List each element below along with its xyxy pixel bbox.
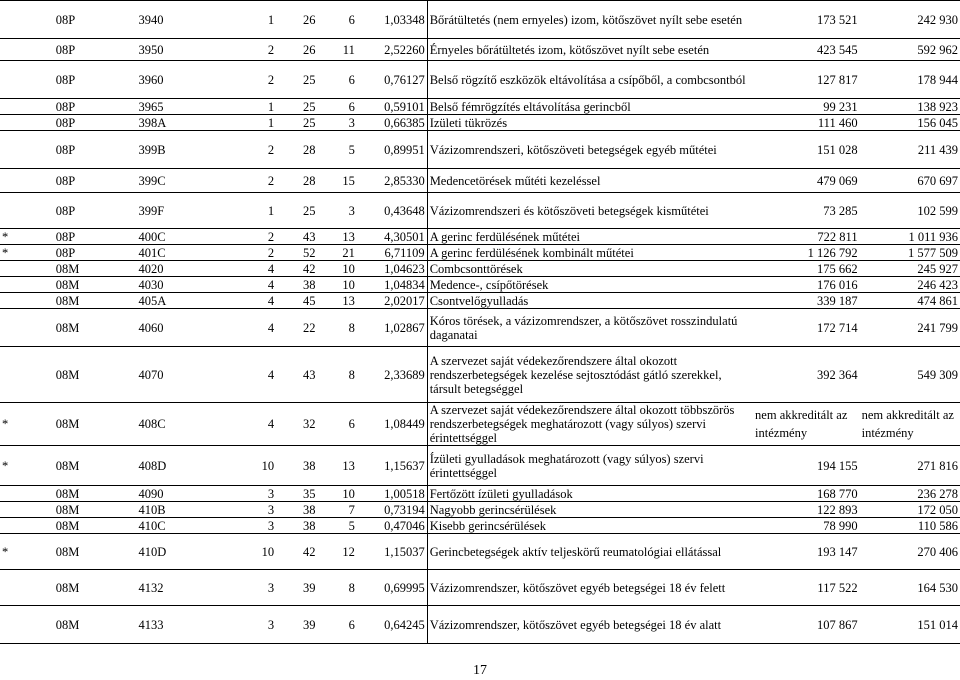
cell-mark xyxy=(0,115,54,131)
cell-group: 08P xyxy=(55,42,76,57)
cell-c2: 45 xyxy=(303,293,316,308)
cell-name: A gerinc ferdülésének műtétei xyxy=(427,229,753,245)
cell-code: 399C xyxy=(138,173,166,188)
cell-cost: 175 662 xyxy=(816,261,858,276)
cell-c3: 10 xyxy=(342,486,355,501)
table-row xyxy=(0,347,960,403)
cell-cost: 423 545 xyxy=(816,42,858,57)
cell-group: 08M xyxy=(55,261,80,276)
cell-code: 4090 xyxy=(138,486,164,501)
cell-c2: 38 xyxy=(303,502,316,517)
cell-cost: 151 028 xyxy=(816,142,858,157)
cell-mark xyxy=(0,293,54,309)
cell-weight: 2,33689 xyxy=(384,367,425,382)
cell-weight: 0,69995 xyxy=(384,580,425,595)
cell-group: 08P xyxy=(55,72,76,87)
cell-total: 271 816 xyxy=(917,458,958,473)
cell-mark: * xyxy=(2,458,9,473)
cell-c3: 13 xyxy=(342,293,355,308)
cell-code: 399F xyxy=(138,203,165,218)
cell-c2: 38 xyxy=(303,518,316,533)
cell-group: 08P xyxy=(55,245,76,260)
cell-name: A szervezet saját védekezőrendszere által okozott többszörös rendszerbetegségek meghatározott (vagy súlyos) szervi érintettséggel xyxy=(427,403,753,446)
cell-code: 4060 xyxy=(138,320,164,335)
cell-c2: 26 xyxy=(303,42,316,57)
cell-cost: 73 285 xyxy=(823,203,858,218)
cell-group: 08M xyxy=(55,486,80,501)
cell-group: 08M xyxy=(55,458,80,473)
cell-weight: 1,02867 xyxy=(384,320,425,335)
cell-c3: 6 xyxy=(348,417,355,431)
cell-weight: 4,30501 xyxy=(384,229,425,244)
cell-code: 410C xyxy=(138,518,166,533)
cell-mark xyxy=(0,502,54,518)
table-row xyxy=(0,1,960,39)
cell-group: 08M xyxy=(55,320,80,335)
cell-c3: 10 xyxy=(342,277,355,292)
cell-total: 236 278 xyxy=(917,486,958,501)
table-row xyxy=(0,245,960,261)
cell-total: 151 014 xyxy=(917,617,958,632)
cell-c2: 42 xyxy=(303,261,316,276)
cell-name: Izületi tükrözés xyxy=(427,115,753,131)
cell-c1: 3 xyxy=(267,502,275,517)
cell-code: 399B xyxy=(138,142,166,157)
cell-cost: 111 460 xyxy=(817,115,858,130)
cell-c3: 8 xyxy=(348,320,355,335)
cell-name: A gerinc ferdülésének kombinált műtétei xyxy=(427,245,753,261)
cell-c2: 28 xyxy=(303,173,316,188)
cell-weight: 2,52260 xyxy=(384,42,425,57)
cell-name: Combcsonttörések xyxy=(427,261,753,277)
cell-name: Kóros törések, a vázizomrendszer, a kötőszövet rosszindulatú daganatai xyxy=(427,309,753,347)
cell-total: 156 045 xyxy=(917,115,958,130)
cell-c3: 6 xyxy=(348,12,355,27)
cell-mark xyxy=(0,518,54,534)
cell-c1: 1 xyxy=(267,115,275,130)
cell-c1: 2 xyxy=(267,229,275,244)
cell-group: 08M xyxy=(55,580,80,595)
cell-code: 408D xyxy=(138,458,167,473)
cell-weight: 2,85330 xyxy=(384,173,425,188)
cell-code: 4030 xyxy=(138,277,164,292)
cell-mark xyxy=(0,39,54,61)
cell-total: 138 923 xyxy=(917,99,958,114)
cell-total: 211 439 xyxy=(917,142,958,157)
table-row xyxy=(0,518,960,534)
cell-c3: 6 xyxy=(348,72,355,87)
cell-name: Vázizomrendszer, kötőszövet egyéb betegségei 18 év felett xyxy=(427,570,753,606)
cell-name: Vázizomrendszeri, kötőszöveti betegségek egyéb műtétei xyxy=(427,131,753,169)
cell-weight: 0,47046 xyxy=(384,518,425,533)
table-row xyxy=(0,570,960,606)
cell-c2: 25 xyxy=(303,203,316,218)
cell-cost: 339 187 xyxy=(816,293,858,308)
cell-name: Medence-, csípőtörések xyxy=(427,277,753,293)
cell-c3: 10 xyxy=(342,261,355,276)
cell-code: 3950 xyxy=(138,42,164,57)
cell-cost: 78 990 xyxy=(823,518,858,533)
cell-c2: 43 xyxy=(303,367,316,382)
cell-c2: 52 xyxy=(303,245,316,260)
cell-group: 08P xyxy=(55,115,76,130)
cell-c1: 4 xyxy=(267,320,275,335)
cell-cost: 172 714 xyxy=(816,320,858,335)
cell-name: Kisebb gerincsérülések xyxy=(427,518,753,534)
cell-group: 08P xyxy=(55,12,76,27)
cell-cost: 107 867 xyxy=(816,617,858,632)
cell-total: 670 697 xyxy=(917,173,958,188)
cell-c2: 25 xyxy=(303,72,316,87)
cell-name: Belső rögzítő eszközök eltávolítása a csípőből, a combcsontból xyxy=(427,61,753,99)
cell-code: 3965 xyxy=(138,99,164,114)
cell-cost: 173 521 xyxy=(816,12,858,27)
cell-code: 410B xyxy=(138,502,166,517)
cell-group: 08P xyxy=(55,99,76,114)
cell-total: 246 423 xyxy=(917,277,958,292)
cell-name: Belső fémrögzítés eltávolítása gerincből xyxy=(427,99,753,115)
cell-code: 4133 xyxy=(138,617,164,632)
cell-c1: 3 xyxy=(267,518,275,533)
cell-c2: 39 xyxy=(303,580,316,595)
cell-code: 400C xyxy=(138,229,166,244)
cell-mark xyxy=(0,193,54,229)
table-row xyxy=(0,277,960,293)
cell-weight: 1,15637 xyxy=(384,458,425,473)
table-row xyxy=(0,486,960,502)
cell-c3: 3 xyxy=(348,203,355,218)
cell-c1: 1 xyxy=(267,99,275,114)
cell-weight: 1,03348 xyxy=(384,12,425,27)
cell-total: 172 050 xyxy=(917,502,958,517)
cell-mark xyxy=(0,277,54,293)
cell-code: 3940 xyxy=(138,12,164,27)
cell-code: 405A xyxy=(138,293,167,308)
cell-group: 08P xyxy=(55,229,76,244)
cell-mark xyxy=(0,131,54,169)
cell-weight: 1,04623 xyxy=(384,261,425,276)
cell-c3: 5 xyxy=(348,518,355,533)
cell-c3: 13 xyxy=(342,458,355,473)
table-row xyxy=(0,502,960,518)
cell-c3: 12 xyxy=(342,544,355,559)
cell-name: Csontvelőgyulladás xyxy=(427,293,753,309)
cell-group: 08M xyxy=(55,518,80,533)
cell-name: Vázizomrendszeri és kötőszöveti betegségek kisműtétei xyxy=(427,193,753,229)
cell-c2: 22 xyxy=(303,320,316,335)
cell-mark xyxy=(0,570,54,606)
cell-weight: 1,15037 xyxy=(384,544,425,559)
cell-name: Ízületi gyulladások meghatározott (vagy súlyos) szervi érintettséggel xyxy=(427,446,753,486)
cell-c2: 35 xyxy=(303,486,316,501)
cell-c2: 38 xyxy=(303,458,316,473)
cell-mark xyxy=(0,606,54,644)
cell-total: 245 927 xyxy=(917,261,958,276)
cell-total: 1 011 936 xyxy=(908,229,958,244)
cell-cost: 479 069 xyxy=(816,173,858,188)
cell-code: 408C xyxy=(138,417,166,431)
cell-weight: 0,89951 xyxy=(384,142,425,157)
cell-cost: 99 231 xyxy=(823,99,858,114)
cell-weight: 0,66385 xyxy=(384,115,425,130)
table-row xyxy=(0,606,960,644)
cell-weight: 0,59101 xyxy=(384,99,425,114)
page-number: 17 xyxy=(473,663,487,678)
cell-mark: * xyxy=(2,417,9,431)
cell-weight: 0,73194 xyxy=(384,502,425,517)
table-row xyxy=(0,131,960,169)
cell-weight: 1,08449 xyxy=(384,417,425,431)
cell-c3: 6 xyxy=(348,99,355,114)
table-row xyxy=(0,534,960,570)
cell-code: 4132 xyxy=(138,580,164,595)
cell-c1: 10 xyxy=(261,544,275,559)
cell-name: Bőrátültetés (nem ernyeles) izom, kötőszövet nyílt sebe esetén xyxy=(427,1,753,39)
cell-total: 110 586 xyxy=(917,518,958,533)
cell-cost: 176 016 xyxy=(816,277,858,292)
cell-name: Medencetörések műtéti kezeléssel xyxy=(427,169,753,193)
cell-total: 102 599 xyxy=(917,203,958,218)
cell-total: 241 799 xyxy=(917,320,958,335)
cell-c1: 4 xyxy=(267,277,275,292)
cell-mark: * xyxy=(2,245,9,260)
cell-mark xyxy=(0,99,54,115)
cell-total: 270 406 xyxy=(917,544,958,559)
cell-c3: 8 xyxy=(348,580,355,595)
cell-group: 08P xyxy=(55,142,76,157)
cell-c1: 2 xyxy=(267,245,275,260)
cell-c3: 11 xyxy=(342,42,355,57)
cell-weight: 0,64245 xyxy=(384,617,425,632)
cell-c1: 2 xyxy=(267,72,275,87)
cell-c1: 4 xyxy=(267,261,275,276)
cell-c1: 3 xyxy=(267,617,275,632)
cell-name: Fertőzött ízületi gyulladások xyxy=(427,486,753,502)
cell-total: 549 309 xyxy=(917,367,958,382)
cell-cost: 127 817 xyxy=(816,72,858,87)
cell-weight: 0,76127 xyxy=(384,72,425,87)
cell-cost: 722 811 xyxy=(817,229,858,244)
cell-cost: 1 126 792 xyxy=(807,245,858,260)
cell-c2: 25 xyxy=(303,115,316,130)
cell-total: 164 530 xyxy=(917,580,958,595)
cell-name: Vázizomrendszer, kötőszövet egyéb betegségei 18 év alatt xyxy=(427,606,753,644)
cell-group: 08M xyxy=(55,544,80,559)
cell-group: 08M xyxy=(55,502,80,517)
cell-group: 08M xyxy=(55,617,80,632)
cell-c2: 38 xyxy=(303,277,316,292)
table-row xyxy=(0,39,960,61)
cell-cost: 193 147 xyxy=(816,544,858,559)
cell-cost: nem akkreditált az intézmény xyxy=(755,408,848,440)
cell-mark: * xyxy=(2,229,9,244)
cell-mark xyxy=(0,486,54,502)
cell-mark xyxy=(0,261,54,277)
cell-code: 398A xyxy=(138,115,167,130)
cell-group: 08M xyxy=(55,293,80,308)
cell-total: 592 962 xyxy=(917,42,958,57)
cell-c3: 21 xyxy=(342,245,355,260)
cell-c3: 8 xyxy=(348,367,355,382)
cell-c2: 39 xyxy=(303,617,316,632)
cell-code: 4020 xyxy=(138,261,164,276)
cell-weight: 1,04834 xyxy=(384,277,425,292)
cell-name: A szervezet saját védekezőrendszere által okozott rendszerbetegségek kezelése sejtosztódást gátló szerekkel, társult betegséggel xyxy=(427,347,753,403)
cell-weight: 0,43648 xyxy=(384,203,425,218)
table-row xyxy=(0,229,960,245)
cell-mark xyxy=(0,309,54,347)
cell-c3: 5 xyxy=(348,142,355,157)
table-row xyxy=(0,169,960,193)
table-row xyxy=(0,309,960,347)
cell-c3: 13 xyxy=(342,229,355,244)
cell-c1: 4 xyxy=(267,417,275,431)
cell-c1: 3 xyxy=(267,580,275,595)
cell-name: Gerincbetegségek aktív teljeskörű reumatológiai ellátással xyxy=(427,534,753,570)
cell-c2: 28 xyxy=(303,142,316,157)
cell-group: 08P xyxy=(55,203,76,218)
cell-group: 08M xyxy=(55,277,80,292)
cell-c3: 6 xyxy=(348,617,355,632)
table-row xyxy=(0,61,960,99)
table-row xyxy=(0,403,960,446)
cell-mark xyxy=(0,169,54,193)
cell-name: Nagyobb gerincsérülések xyxy=(427,502,753,518)
cell-total: 242 930 xyxy=(917,12,958,27)
cell-mark xyxy=(0,347,54,403)
cell-name: Érnyeles bőrátültetés izom, kötőszövet nyílt sebe esetén xyxy=(427,39,753,61)
cell-total: nem akkreditált az intézmény xyxy=(861,408,954,440)
cell-cost: 392 364 xyxy=(816,367,858,382)
cell-c1: 2 xyxy=(267,42,275,57)
cell-mark xyxy=(0,61,54,99)
cell-c1: 2 xyxy=(267,173,275,188)
cell-weight: 2,02017 xyxy=(384,293,425,308)
cell-cost: 122 893 xyxy=(816,502,858,517)
table-body xyxy=(0,1,960,644)
cell-group: 08P xyxy=(55,173,76,188)
table-row xyxy=(0,115,960,131)
cell-total: 178 944 xyxy=(917,72,958,87)
cell-c1: 10 xyxy=(261,458,275,473)
table-row xyxy=(0,261,960,277)
cell-c1: 3 xyxy=(267,486,275,501)
table-row xyxy=(0,293,960,309)
cell-weight: 1,00518 xyxy=(384,486,425,501)
cell-mark xyxy=(0,1,54,39)
cell-group: 08M xyxy=(55,417,80,431)
cell-code: 4070 xyxy=(138,367,164,382)
cell-cost: 117 522 xyxy=(817,580,858,595)
cell-c1: 1 xyxy=(267,203,275,218)
cell-code: 410D xyxy=(138,544,167,559)
cell-weight: 6,71109 xyxy=(384,245,425,260)
cell-c2: 25 xyxy=(303,99,316,114)
table-row xyxy=(0,446,960,486)
cell-c3: 15 xyxy=(342,173,355,188)
cell-c1: 2 xyxy=(267,142,275,157)
cell-c2: 43 xyxy=(303,229,316,244)
cell-cost: 194 155 xyxy=(816,458,858,473)
table-row xyxy=(0,99,960,115)
cell-cost: 168 770 xyxy=(816,486,858,501)
table-row xyxy=(0,193,960,229)
cell-code: 3960 xyxy=(138,72,164,87)
cell-c2: 42 xyxy=(303,544,316,559)
cell-c1: 1 xyxy=(267,12,275,27)
cell-code: 401C xyxy=(138,245,166,260)
cell-c3: 7 xyxy=(348,502,355,517)
cell-total: 1 577 509 xyxy=(908,245,958,260)
cell-c1: 4 xyxy=(267,367,275,382)
cell-mark: * xyxy=(2,544,9,559)
cell-c3: 3 xyxy=(348,115,355,130)
cell-c2: 26 xyxy=(303,12,316,27)
cell-total: 474 861 xyxy=(917,293,958,308)
cell-c2: 32 xyxy=(303,417,316,431)
cell-group: 08M xyxy=(55,367,80,382)
cell-c1: 4 xyxy=(267,293,275,308)
